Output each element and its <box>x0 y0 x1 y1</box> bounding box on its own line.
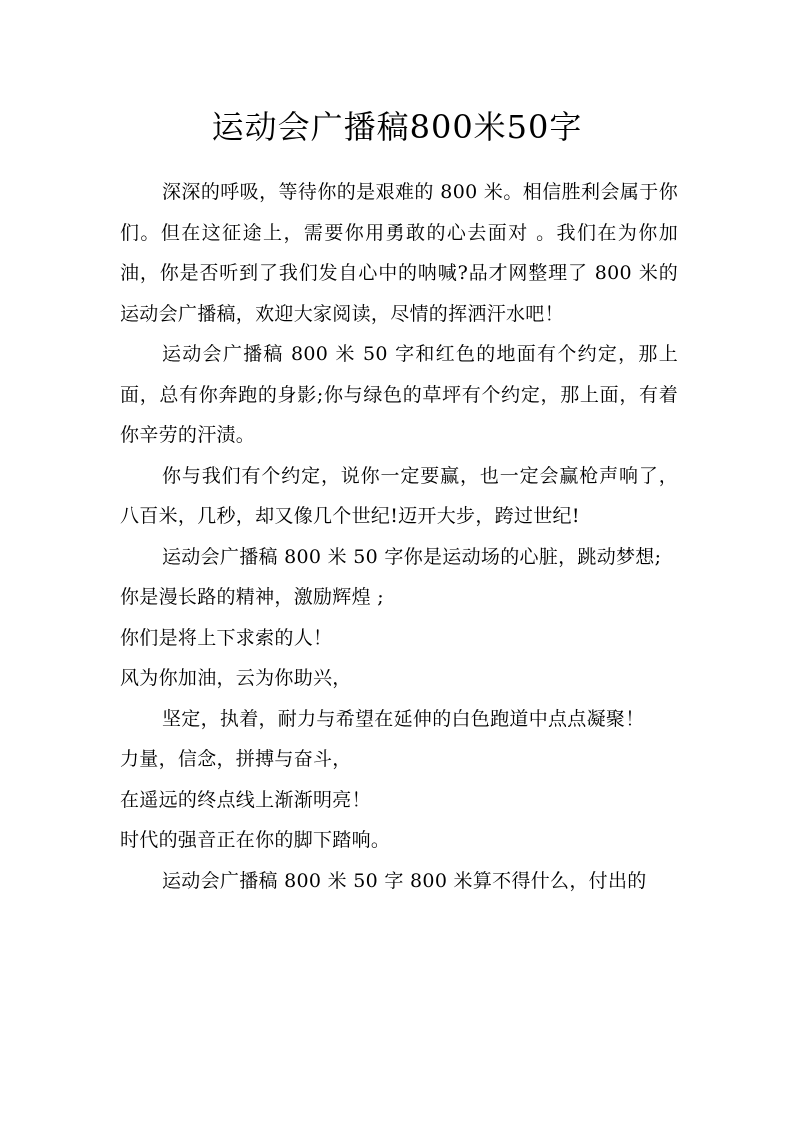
paragraph-intro: 深深的呼吸，等待你的是艰难的 800 米。相信胜利会属于你们。但在这征途上，需要你用勇敢的心去面对 。我们在为你加油，你是否听到了我们发自心中的呐喊?品才网整理了 800 米的运动会广播稿，欢迎大家阅读，尽情的挥洒汗水吧！ <box>120 181 678 325</box>
paragraph-final: 运动会广播稿 800 米 50 字 800 米算不得什么，付出的 <box>162 869 647 892</box>
paragraph-heart: 运动会广播稿 800 米 50 字你是运动场的心脏，跳动梦想; <box>162 545 662 568</box>
poem-line: 力量，信念，拼搏与奋斗， <box>120 748 352 770</box>
poem-line: 坚定，执着，耐力与希望在延伸的白色跑道中点点凝聚！ <box>162 707 645 730</box>
paragraph-race: 你与我们有个约定，说你一定要赢，也一定会赢枪声响了，八百米，几秒，却又像几个世纪!迈开大步，跨过世纪! <box>120 464 678 527</box>
page-title: 运动会广播稿800米50字 <box>211 108 583 146</box>
poem-line: 你是漫长路的精神，激励辉煌 ; <box>120 586 384 608</box>
poem-line: 在遥远的终点线上渐渐明亮！ <box>120 788 371 811</box>
poem-line: 你们是将上下求索的人！ <box>120 626 333 649</box>
poem-line: 时代的强音正在你的脚下踏响。 <box>120 829 391 851</box>
poem-line: 风为你加油，云为你助兴， <box>120 667 352 689</box>
document-body <box>120 172 678 901</box>
paragraph-promise: 运动会广播稿 800 米 50 字和红色的地面有个约定，那上面，总有你奔跑的身影;你与绿色的草坪有个约定，那上面，有着你辛劳的汗渍。 <box>120 343 678 446</box>
